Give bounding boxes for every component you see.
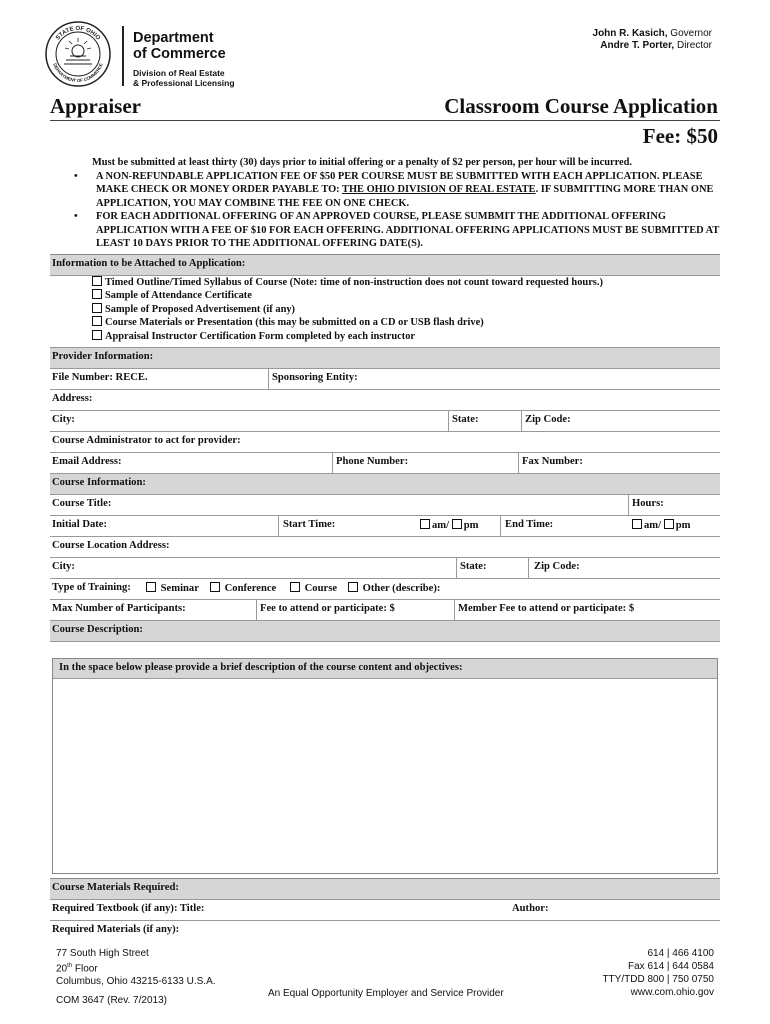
- end-ampm[interactable]: am/ pm: [632, 519, 690, 531]
- mailing-address: 77 South High Street 20th Floor Columbus, Ohio 43215-6133 U.S.A.: [56, 948, 216, 988]
- fee-field[interactable]: Fee to attend or participate: $: [260, 603, 395, 615]
- section-provider-header: Provider Information:: [50, 348, 720, 369]
- row-course-title: [50, 495, 720, 516]
- checklist-item[interactable]: Appraisal Instructor Certification Form completed by each instructor: [92, 330, 720, 343]
- attachments-checklist: [50, 250, 720, 348]
- materials-section: [50, 878, 720, 941]
- row-schedule: [50, 516, 720, 537]
- end-time-field[interactable]: End Time:: [505, 519, 554, 531]
- checkbox-icon[interactable]: [632, 519, 642, 529]
- administrator-field[interactable]: Course Administrator to act for provider:: [52, 435, 241, 447]
- city-field[interactable]: City:: [52, 414, 75, 426]
- governor-line: John R. Kasich, Governor: [592, 28, 712, 39]
- training-type-label: Type of Training:: [52, 582, 131, 594]
- row-contact: [50, 453, 720, 474]
- director-line: Andre T. Porter, Director: [600, 40, 712, 51]
- email-field[interactable]: Email Address:: [52, 456, 122, 468]
- header-divider: [122, 26, 124, 86]
- location-zip-field[interactable]: Zip Code:: [534, 561, 580, 573]
- file-number-field[interactable]: File Number: RECE.: [52, 372, 148, 384]
- row-administrator: [50, 432, 720, 453]
- phone-field[interactable]: Phone Number:: [336, 456, 409, 468]
- form-category: Appraiser: [50, 94, 141, 118]
- section-materials-header: Course Materials Required:: [50, 879, 720, 900]
- svg-text:DEPARTMENT OF COMMERCE: DEPARTMENT OF COMMERCE: [52, 62, 104, 84]
- ohio-seal-logo: [44, 20, 112, 88]
- checkbox-icon[interactable]: [92, 303, 102, 313]
- row-location-city: [50, 558, 720, 579]
- conference-option[interactable]: Conference: [210, 582, 276, 594]
- checkbox-icon[interactable]: [92, 316, 102, 326]
- submission-notice: [50, 156, 720, 251]
- zip-field[interactable]: Zip Code:: [525, 414, 571, 426]
- state-field[interactable]: State:: [452, 414, 479, 426]
- bullet-icon: •: [74, 170, 78, 182]
- fee-label: Fee: $50: [642, 124, 718, 148]
- checkbox-icon[interactable]: [146, 582, 156, 592]
- required-materials-field[interactable]: Required Materials (if any):: [52, 924, 180, 935]
- bullet-icon: •: [74, 211, 78, 222]
- checkbox-icon[interactable]: [420, 519, 430, 529]
- author-field[interactable]: Author:: [512, 903, 549, 914]
- course-description-box: [52, 658, 718, 874]
- sponsoring-entity-field[interactable]: Sponsoring Entity:: [272, 372, 358, 384]
- division-name: Division of Real Estate & Professional Licensing: [133, 68, 235, 88]
- checklist-item[interactable]: Course Materials or Presentation (this may be submitted on a CD or USB flash drive): [92, 316, 720, 329]
- row-required-materials: [50, 921, 720, 941]
- row-textbook: [50, 900, 720, 921]
- form-number: COM 3647 (Rev. 7/2013): [56, 995, 167, 1006]
- checklist-item[interactable]: Sample of Proposed Advertisement (if any): [92, 303, 720, 316]
- location-city-field[interactable]: City:: [52, 561, 75, 573]
- checkbox-icon[interactable]: [452, 519, 462, 529]
- checkbox-icon[interactable]: [348, 582, 358, 592]
- row-city-state-zip: [50, 411, 720, 432]
- course-title-field[interactable]: Course Title:: [52, 498, 112, 510]
- form-title: Classroom Course Application: [444, 94, 718, 118]
- course-option[interactable]: Course: [290, 582, 337, 594]
- checklist-item[interactable]: Sample of Attendance Certificate: [92, 289, 720, 302]
- section-course-header: Course Information:: [50, 474, 720, 495]
- row-participants: [50, 600, 720, 621]
- application-form: [50, 254, 720, 642]
- notice-bullet: • FOR EACH ADDITIONAL OFFERING OF AN APPROVED COURSE, PLEASE SUMBMIT THE ADDITIONAL OFFERING APPLICATION WITH A FEE OF $10 FOR EACH OFFERING. ADDITIONAL OFFERING APPLICATIONS MUST BE SUBMITTED AT LEAST 10 DAYS PRIOR TO THE ADDITIONAL OFFERING DATE(S).: [74, 211, 720, 249]
- max-participants-field[interactable]: Max Number of Participants:: [52, 603, 186, 615]
- title-divider: [50, 120, 720, 121]
- department-name: Department of Commerce: [133, 30, 226, 62]
- officials-block: [593, 28, 712, 52]
- checklist-item[interactable]: Timed Outline/Timed Syllabus of Course (Note: time of non-instruction does not count toward requested hours.): [92, 276, 720, 289]
- row-training-type: [50, 579, 720, 600]
- section-description-header: Course Description:: [50, 621, 720, 642]
- row-location: [50, 537, 720, 558]
- notice-bullet: • A NON-REFUNDABLE APPLICATION FEE OF $50 PER COURSE MUST BE SUBMITTED WITH EACH APPLICATION. PLEASE MAKE CHECK OR MONEY ORDER PAYABLE TO: THE OHIO DIVISION OF REAL ESTATE. IF SUBMITTING MORE THAN ONE APPLICATION, YOU MAY COMBINE THE FEE ON ONE CHECK.: [74, 170, 714, 209]
- checkbox-icon[interactable]: [92, 289, 102, 299]
- location-address-field[interactable]: Course Location Address:: [52, 540, 170, 552]
- fax-field[interactable]: Fax Number:: [522, 456, 583, 468]
- contact-info: 614 | 466 4100 Fax 614 | 644 0584 TTY/TDD 800 | 750 0750 www.com.ohio.gov: [602, 948, 714, 998]
- section-attachments-header: Information to be Attached to Application:: [50, 255, 720, 276]
- checkbox-icon[interactable]: [290, 582, 300, 592]
- row-file-number: [50, 369, 720, 390]
- start-ampm[interactable]: am/ pm: [420, 519, 478, 531]
- description-prompt: In the space below please provide a brief description of the course content and objectives:: [53, 659, 717, 679]
- initial-date-field[interactable]: Initial Date:: [52, 519, 108, 531]
- row-address: [50, 390, 720, 411]
- checkbox-icon[interactable]: [210, 582, 220, 592]
- address-field[interactable]: Address:: [52, 393, 93, 405]
- notice-lead: Must be submitted at least thirty (30) days prior to initial offering or a penalty of $2 per person, per hour will be incurred.: [92, 157, 633, 168]
- checkbox-icon[interactable]: [92, 330, 102, 340]
- website-link[interactable]: www.com.ohio.gov: [630, 987, 714, 998]
- eeo-statement: An Equal Opportunity Employer and Service Provider: [268, 988, 504, 999]
- other-option[interactable]: Other (describe):: [348, 582, 440, 594]
- textbook-title-field[interactable]: Required Textbook (if any): Title:: [52, 903, 205, 914]
- member-fee-field[interactable]: Member Fee to attend or participate: $: [458, 603, 635, 615]
- location-state-field[interactable]: State:: [460, 561, 487, 573]
- checkbox-icon[interactable]: [664, 519, 674, 529]
- hours-field[interactable]: Hours:: [632, 498, 664, 510]
- course-description-textarea[interactable]: [53, 679, 717, 871]
- checkbox-icon[interactable]: [92, 276, 102, 286]
- seminar-option[interactable]: Seminar: [146, 582, 199, 594]
- start-time-field[interactable]: Start Time:: [283, 519, 336, 531]
- svg-text:STATE OF OHIO: STATE OF OHIO: [55, 25, 101, 42]
